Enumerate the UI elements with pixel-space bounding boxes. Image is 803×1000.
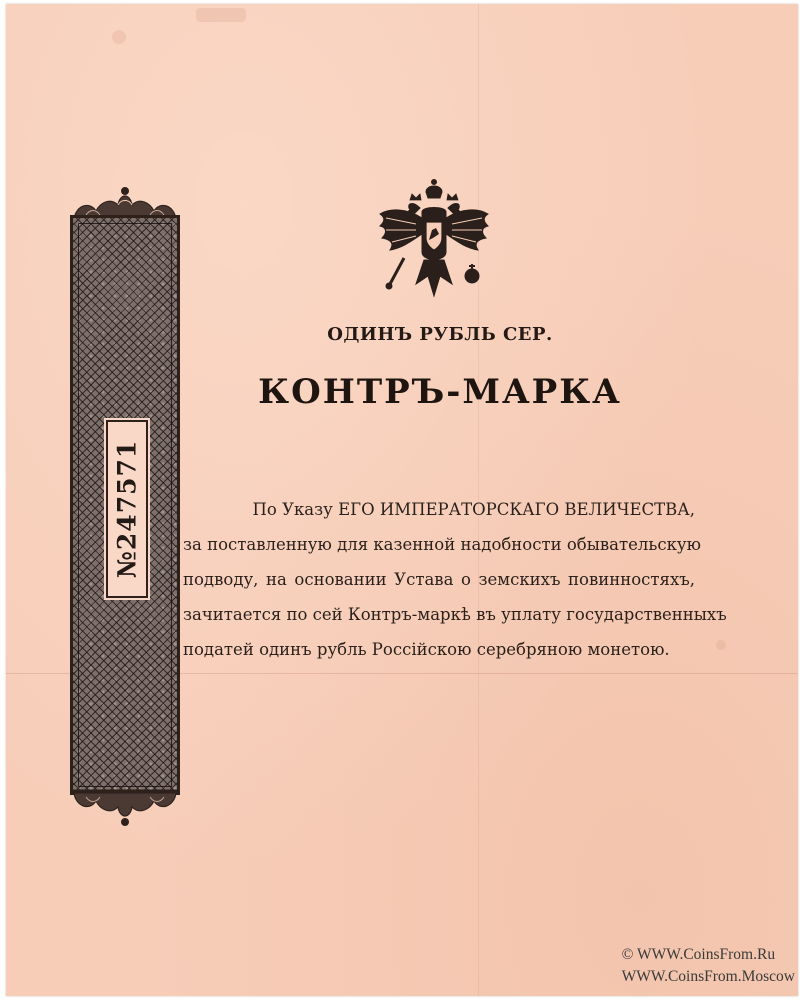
- body-line: зачитается по сей Контръ-маркѣ въ уплату государственныхъ: [183, 605, 727, 624]
- serial-number-box: [106, 420, 148, 598]
- watermark-line: WWW.CoinsFrom.Moscow: [621, 968, 795, 985]
- body-line: По Указу ЕГО ИМПЕРАТОРСКАГО ВЕЛИЧЕСТВА,: [252, 500, 695, 519]
- ornament-bottom-icon: [66, 789, 184, 829]
- copyright-watermark: [622, 944, 795, 988]
- body-line: за поставленную для казенной надобности обывательскую: [183, 535, 701, 554]
- paper-stain: [196, 8, 246, 22]
- paper-stain: [716, 640, 726, 650]
- body-line: подводу, на основании Устава о земскихъ повинностяхъ,: [183, 570, 695, 589]
- denomination: ОДИНЪ РУБЛЬ СЕР.: [327, 324, 553, 345]
- document-title: КОНТРЪ-МАРКА: [258, 372, 622, 412]
- serial-number: №247571: [112, 439, 142, 579]
- ornamental-band: [70, 215, 180, 795]
- body-line: податей одинъ рубль Россійскою серебряною монетою.: [183, 640, 670, 659]
- paper-stain: [112, 30, 126, 44]
- watermark-line: © WWW.CoinsFrom.Ru: [621, 946, 776, 963]
- double-headed-eagle-icon: [376, 178, 492, 306]
- document-body: [183, 492, 727, 667]
